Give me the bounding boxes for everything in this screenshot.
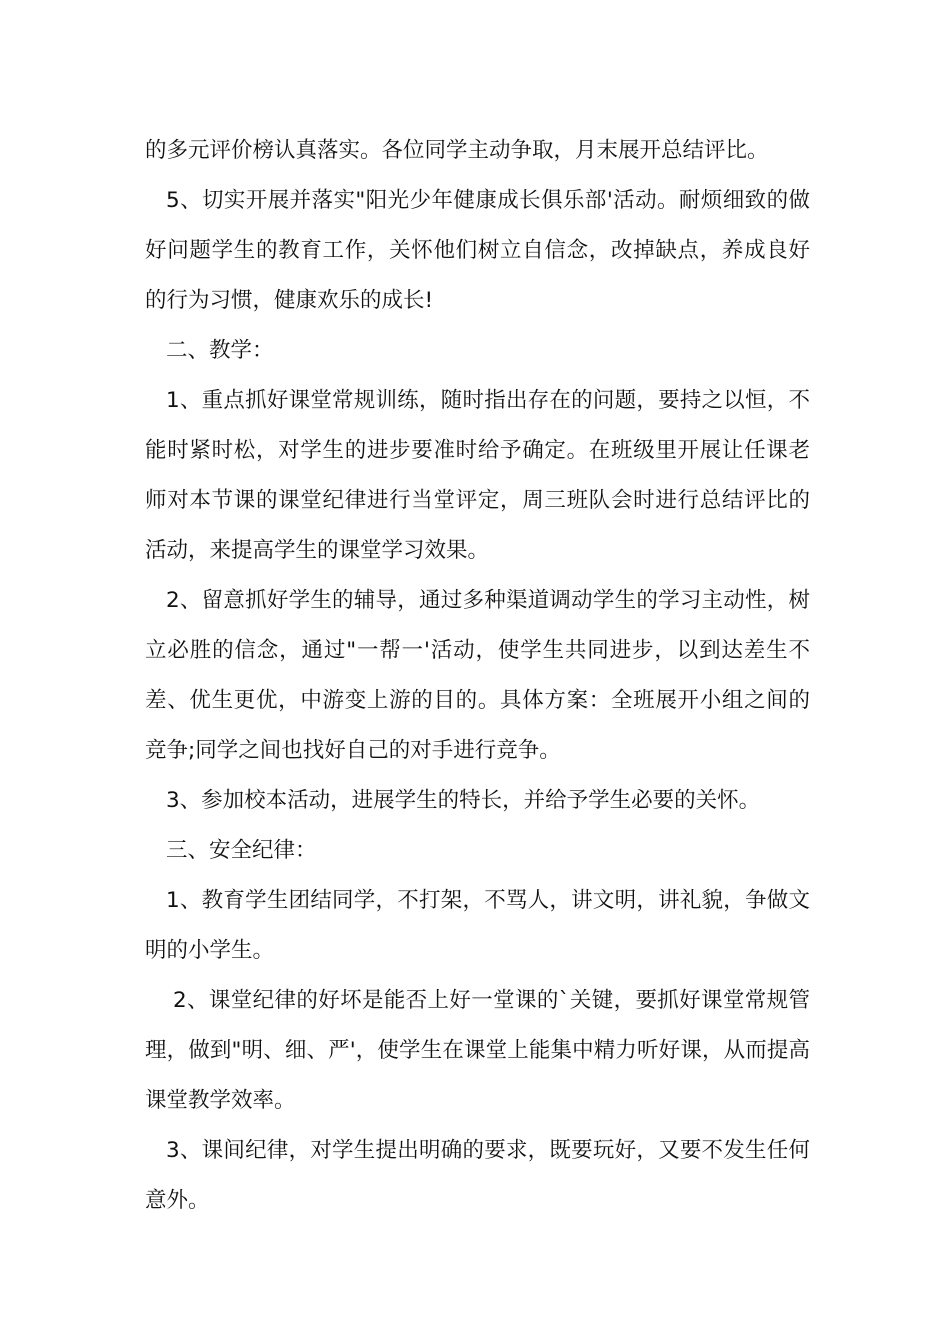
section-heading-safety-discipline: 三、安全纪律： xyxy=(166,838,317,863)
paragraph-multi-evaluation: 的多元评价榜认真落实。各位同学主动争取，月末展开总结评比。 xyxy=(145,138,769,163)
paragraph-safety-item-2: 2、课堂纪律的好坏是能否上好一堂课的`关键，要抓好课堂常规管理，做到"明、细、严'，使学生在课堂上能集中精力听好课，从而提高课堂教学效率。 xyxy=(145,988,810,1113)
paragraph-teaching-item-2: 2、留意抓好学生的辅导，通过多种渠道调动学生的学习主动性，树立必胜的信念，通过"一帮一'活动，使学生共同进步，以到达差生不差、优生更优，中游变上游的目的。具体方案：全班展开小组之间的竞争;同学之间也找好自己的对手进行竞争。 xyxy=(145,588,810,763)
document-body xyxy=(145,126,810,1226)
paragraph-safety-item-3: 3、课间纪律，对学生提出明确的要求，既要玩好，又要不发生任何意外。 xyxy=(145,1138,810,1213)
paragraph-safety-item-1: 1、教育学生团结同学，不打架，不骂人，讲文明，讲礼貌，争做文明的小学生。 xyxy=(145,888,810,963)
paragraph-teaching-item-1: 1、重点抓好课堂常规训练，随时指出存在的问题，要持之以恒，不能时紧时松，对学生的进步要准时给予确定。在班级里开展让任课老师对本节课的课堂纪律进行当堂评定，周三班队会时进行总结评比的活动，来提高学生的课堂学习效果。 xyxy=(145,388,810,563)
section-heading-teaching: 二、教学： xyxy=(166,338,274,363)
paragraph-teaching-item-3: 3、参加校本活动，进展学生的特长，并给予学生必要的关怀。 xyxy=(166,788,761,813)
paragraph-item-5-sunshine-club: 5、切实开展并落实"阳光少年健康成长俱乐部'活动。耐烦细致的做好问题学生的教育工作，关怀他们树立自信念，改掉缺点，养成良好的行为习惯，健康欢乐的成长! xyxy=(145,188,810,313)
